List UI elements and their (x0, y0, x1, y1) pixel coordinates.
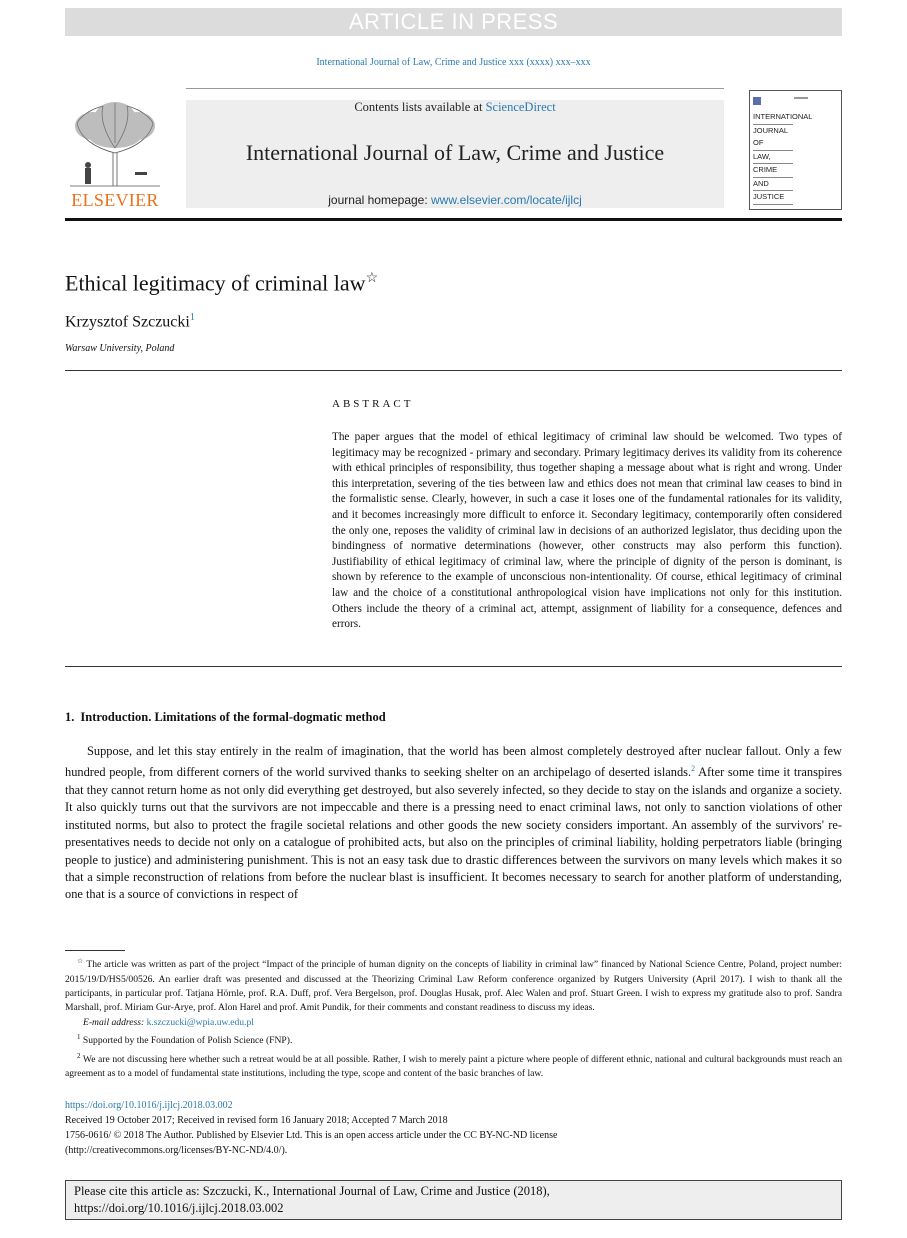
journal-homepage-line (186, 193, 724, 207)
footnote-2-text: We are not discussing here whether such a retreat would be at all possible. Rather, I wish to merely paint a picture where people of different ethnic, national and cultural backgrounds must reach an agreement as to a model of fundamental state institutions, including the type, scope and content of the basic branches of law. (65, 1054, 842, 1080)
header-top-divider (186, 88, 724, 89)
citation-box (65, 1180, 842, 1220)
elsevier-logo[interactable] (65, 98, 165, 210)
citation-line: Please cite this article as: Szczucki, K., International Journal of Law, Crime and Justice (2018), (74, 1184, 550, 1198)
doi-link[interactable]: https://doi.org/10.1016/j.ijlcj.2018.03.002 (65, 1100, 233, 1111)
title-footnote-mark[interactable]: ☆ (365, 271, 379, 286)
article-title-text: Ethical legitimacy of criminal law (65, 270, 366, 296)
footnote-1-mark: 1 (77, 1033, 81, 1042)
article-metadata (65, 1098, 842, 1158)
article-title (65, 270, 378, 296)
sciencedirect-link[interactable]: ScienceDirect (485, 100, 556, 114)
footnote-1 (65, 1030, 842, 1049)
cover-line: JOURNAL OF (753, 125, 793, 151)
citation-text (74, 1183, 834, 1217)
author-email-link[interactable]: k.szczucki@wpia.uw.edu.pl (146, 1016, 254, 1028)
footnote-star (65, 954, 842, 1016)
footnote-2 (65, 1049, 842, 1082)
journal-cover-thumbnail[interactable] (749, 90, 842, 210)
body-text-part: After some time it transpires that they cannot return home as not only did everything get destroyed, but also severely infected, so they decide to stay on the islands and organize a society. It also quickly turns out that the survivors are not impeccable and there is a pressing need to enact criminal laws, not only to sanction violations of other instituted norms, but also to protect the fragile societal relations and other goods the new society considers important. An assembly of the survivors' re-presentatives needs to decide not only on a catalogue of prohibited acts, but also on the principles of criminal liability, holding perpetrators liable (bringing people to justice) and administering punishment. This is not an easy task due to drastic differences between the survivors on many levels which makes it so that a simple reconstruction of relations from before the nuclear blast is insufficient. It becomes necessary to search for another platform of understanding, one that is a source of convictions in respect of (65, 765, 842, 902)
abstract-top-divider (65, 370, 842, 371)
citation-doi[interactable]: https://doi.org/10.1016/j.ijlcj.2018.03.002 (74, 1201, 284, 1215)
cover-line: INTERNATIONAL (753, 111, 793, 125)
footnote-2-ref[interactable]: 2 (691, 764, 696, 774)
license-url[interactable]: (http://creativecommons.org/licenses/BY-NC-ND/4.0/). (65, 1145, 288, 1156)
cover-logo-icon (753, 97, 761, 105)
cover-line: AND (753, 178, 793, 192)
header-divider (65, 218, 842, 221)
journal-homepage-link[interactable]: www.elsevier.com/locate/ijlcj (431, 193, 582, 207)
section-title: Introduction. Limitations of the formal-dogmatic method (80, 710, 386, 724)
abstract-heading: ABSTRACT (332, 398, 414, 410)
footnote-2-mark: 2 (77, 1051, 81, 1060)
contents-prefix: Contents lists available at (354, 100, 486, 114)
body-paragraph (65, 743, 842, 904)
email-label: E-mail address: (83, 1016, 145, 1028)
abstract-text: The paper argues that the model of ethical legitimacy of criminal law should be welcomed. Two types of legitimacy may be recognized - primary and secondary. Primary legitimacy derives its validity from its coherence with ethical principles of responsibility, thus together shaping a message about what is right and wrong. Under this interpretation, severing of the ties between law and ethics does not mean that criminal law ceases to bind in the formalistic sense. Clearly, however, in such a case it loses one of the fundamental rationales for its validity, and it becomes increasingly more difficult to enforce it. Secondary legitimacy, contemporarily often considered the only one, reposes the validity of criminal law in decisions of an authorized legislator, thus deciding upon the bindingness of normative determinations (however, other constructs may also perform this function). Justifiability of ethical legitimacy of criminal law, where the principle of dignity of the person is dominant, is shown by reference to the example of unconscious non-intentionality. Of course, ethical legitimacy of criminal law and the choice of a constitutional anthropological vision have implications not only for this institution. Others include the theory of a criminal act, attempt, assignment of liability for a consequence, defences and errors. (332, 431, 842, 631)
author (65, 312, 195, 331)
cover-line: LAW, (753, 151, 793, 165)
email-line (65, 1016, 842, 1030)
cover-line: JUSTICE (753, 191, 793, 205)
author-footnote-mark[interactable]: 1 (189, 312, 195, 323)
author-name[interactable]: Krzysztof Szczucki (65, 313, 190, 331)
footnote-1-text: Supported by the Foundation of Polish Science (FNP). (80, 1035, 293, 1047)
abstract-bottom-divider (65, 666, 842, 667)
license-line: 1756-0616/ © 2018 The Author. Published by Elsevier Ltd. This is an open access article under the CC BY-NC-ND license (65, 1130, 558, 1141)
cover-line: CRIME (753, 164, 793, 178)
footnote-star-mark: ☆ (77, 957, 84, 965)
elsevier-wordmark: ELSEVIER (71, 190, 159, 210)
footnote-star-text: The article was written as part of the project “Impact of the principle of human dignity on the concepts of liability in criminal law” financed by National Science Centre, Poland, project number: 2015/19/D/HS5/00526. An earlier draft was presented and discussed at the Theorizing Criminal Law Reform conference organized by Rutgers University (April 2017). I wish to thank all the participants, in particular prof. Tatjana Hörnle, prof. R.A. Duff, prof. Vera Bergelson, prof. Douglas Husak, prof. Alec Walen and prof. Stuart Green. I wish to express my gratitude also to prof. Sandra Marshall, prof. Miriam Gur-Arye, prof. Alon Harel and prof. Amit Pundik, for their comments and constant readiness to discuss my ideas. (65, 959, 842, 1014)
cover-title-lines (750, 111, 813, 205)
journal-header (186, 100, 724, 208)
article-dates: Received 19 October 2017; Received in revised form 16 January 2018; Accepted 7 March 2018 (65, 1115, 448, 1126)
section-heading (65, 710, 386, 725)
article-in-press-banner: ARTICLE IN PRESS (65, 8, 842, 36)
journal-reference-link[interactable]: International Journal of Law, Crime and Justice xxx (xxxx) xxx–xxx (316, 57, 591, 68)
elsevier-tree-icon (65, 98, 165, 188)
contents-line (186, 100, 724, 115)
body-text-part: Suppose, and let this stay entirely in the realm of imagination, that the world has been almost completely destroyed after nuclear fallout. Only a few hundred people, from different corners of the world survived thanks to seeking shelter on an archipelago of deserted islands. (65, 744, 842, 780)
section-number: 1. (65, 710, 75, 724)
author-affiliation: Warsaw University, Poland (65, 343, 175, 354)
footnote-divider (65, 950, 125, 951)
cover-meta-line (794, 97, 808, 99)
footnotes (65, 954, 842, 1082)
journal-title: International Journal of Law, Crime and Justice (245, 140, 665, 165)
homepage-prefix: journal homepage: (328, 193, 432, 207)
